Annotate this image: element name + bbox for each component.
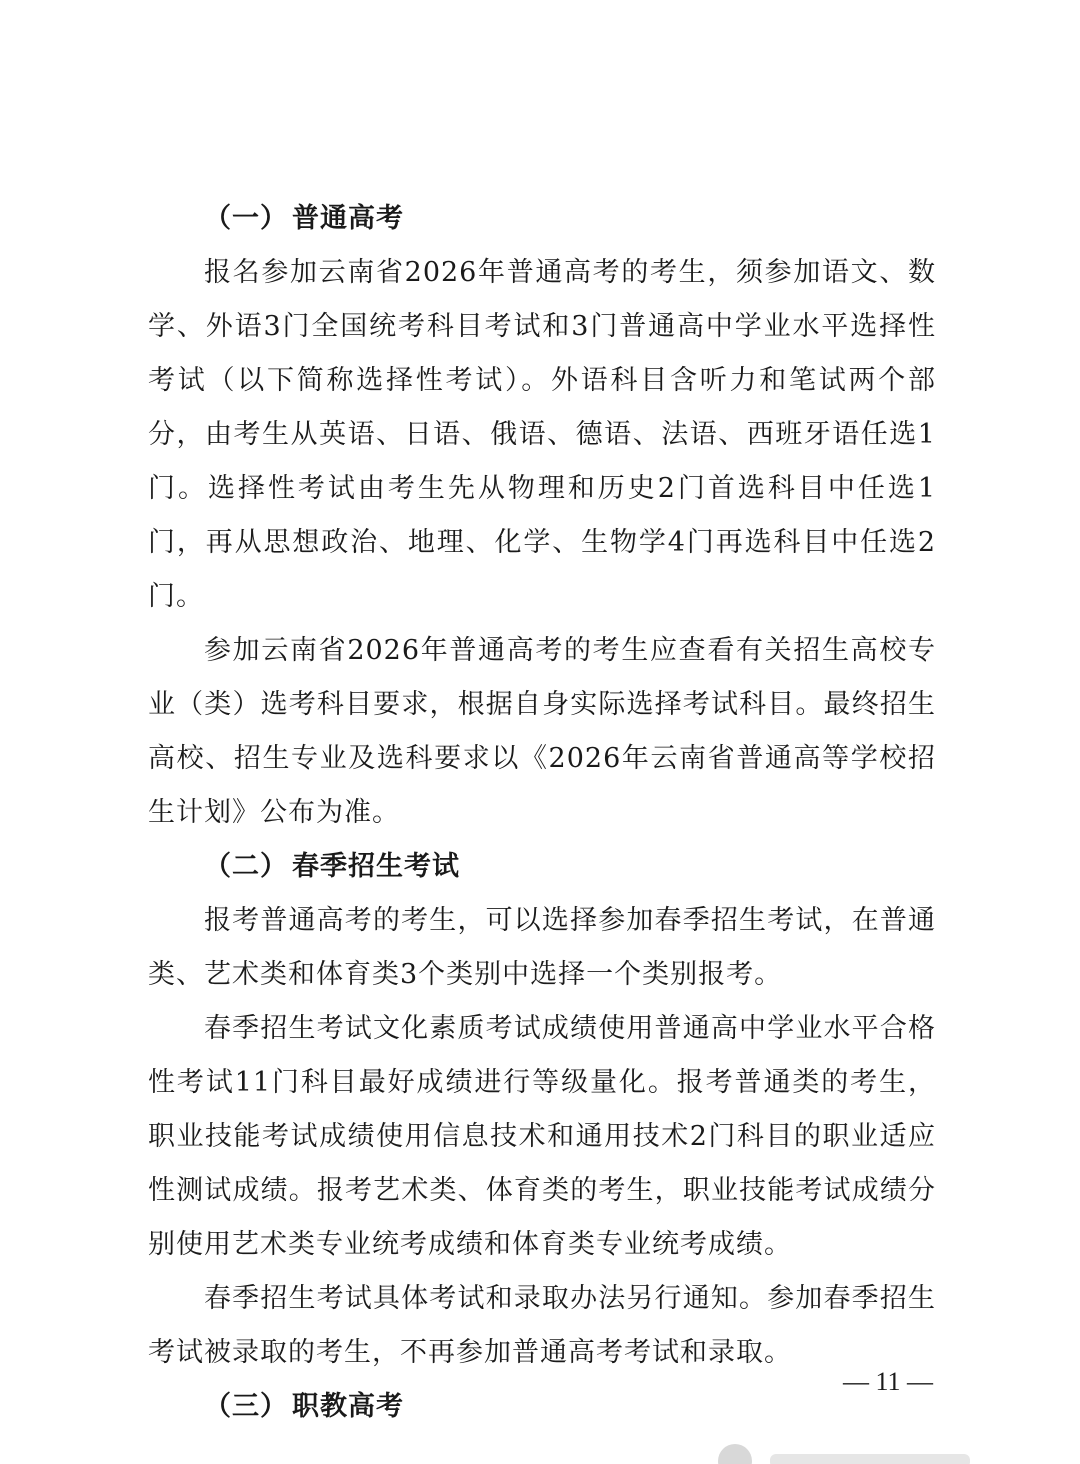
section-2-paragraph-3: 春季招生考试具体考试和录取办法另行通知。参加春季招生考试被录取的考生，不再参加普通高考考试和录取。 bbox=[148, 1283, 936, 1368]
watermark-logo bbox=[718, 1440, 978, 1464]
section-2-paragraph-2: 春季招生考试文化素质考试成绩使用普通高中学业水平合格性考试11门科目最好成绩进行等级量化。报考普通类的考生，职业技能考试成绩使用信息技术和通用技术2门科目的职业适应性测试成绩。报考艺术类、体育类的考生，职业技能考试成绩分别使用艺术类专业统考成绩和体育类专业统考成绩。 bbox=[148, 1013, 936, 1260]
section-heading-3-title: 职教高考 bbox=[292, 1391, 404, 1422]
section-heading-2 bbox=[148, 840, 936, 894]
page-number: — 11 — bbox=[842, 1367, 934, 1396]
section-heading-1-title: 普通高考 bbox=[292, 203, 404, 234]
section-heading-1 bbox=[148, 192, 936, 246]
watermark-circle-icon bbox=[718, 1444, 752, 1464]
section-1-paragraph-2: 参加云南省2026年普通高考的考生应查看有关招生高校专业（类）选考科目要求，根据自身实际选择考试科目。最终招生高校、招生专业及选科要求以《2026年云南省普通高等学校招生计划》公布为准。 bbox=[148, 635, 936, 828]
section-heading-2-title: 春季招生考试 bbox=[292, 851, 460, 882]
section-1-paragraph-1: 报名参加云南省2026年普通高考的考生，须参加语文、数学、外语3门全国统考科目考试和3门普通高中学业水平选择性考试（以下简称选择性考试）。外语科目含听力和笔试两个部分，由考生从英语、日语、俄语、德语、法语、西班牙语任选1门。选择性考试由考生先从物理和历史2门首选科目中任选1门，再从思想政治、地理、化学、生物学4门再选科目中任选2门。 bbox=[148, 257, 936, 612]
section-heading-2-label: （二） bbox=[204, 851, 288, 882]
section-2-paragraph-1: 报考普通高考的考生，可以选择参加春季招生考试，在普通类、艺术类和体育类3个类别中选择一个类别报考。 bbox=[148, 905, 936, 990]
section-heading-3-label: （三） bbox=[204, 1391, 288, 1422]
section-heading-3 bbox=[148, 1380, 936, 1434]
watermark-bar bbox=[770, 1454, 970, 1464]
section-heading-1-label: （一） bbox=[204, 203, 288, 234]
document-body bbox=[148, 192, 936, 1434]
